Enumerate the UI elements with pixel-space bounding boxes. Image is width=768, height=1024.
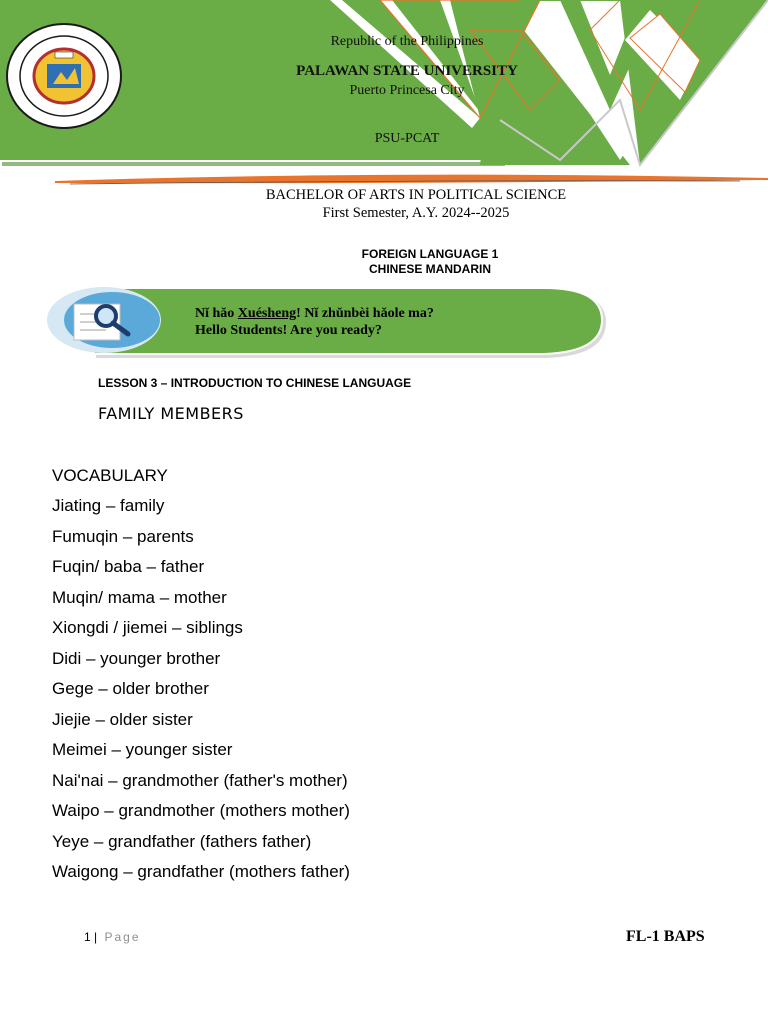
semester-text: First Semester, A.Y. 2024--2025: [322, 205, 510, 221]
degree-title: BACHELOR OF ARTS IN POLITICAL SCIENCE: [265, 187, 567, 203]
page-footer: [84, 930, 141, 944]
list-item: Yeye – grandfather (fathers father): [52, 831, 312, 851]
list-item: Meimei – younger sister: [52, 740, 233, 759]
city-text: Puerto Princesa City: [349, 83, 465, 98]
greeting-line-2: Hello Students! Are you ready?: [195, 323, 382, 338]
greeting-pre: Nǐ hǎo: [195, 306, 238, 321]
greeting-post: ! Nǐ zhǔnbèi hǎole ma?: [296, 306, 434, 321]
list-item: Gege – older brother: [52, 679, 209, 698]
course-code: FOREIGN LANGUAGE 1: [361, 247, 499, 261]
list-item: Xiongdi / jiemei – siblings: [52, 618, 243, 637]
list-item: Jiating – family: [52, 496, 165, 515]
list-item: Waigong – grandfather (mothers father): [52, 862, 350, 881]
course-name: CHINESE MANDARIN: [368, 262, 491, 276]
republic-text: Republic of the Philippines: [330, 34, 484, 49]
magnifier-document-icon: [74, 304, 128, 340]
greeting-text: [195, 305, 434, 339]
greeting-line-1: [195, 305, 434, 322]
lesson-title: LESSON 3 – INTRODUCTION TO CHINESE LANGUAGE: [98, 376, 412, 390]
vocabulary-heading: VOCABULARY: [52, 466, 168, 485]
list-item: Fumuqin – parents: [52, 526, 194, 546]
lesson-topic: FAMILY MEMBERS: [98, 404, 244, 423]
list-item: Muqin/ mama – mother: [52, 587, 227, 607]
list-item: Waipo – grandmother (mothers mother): [52, 801, 350, 820]
page-label: Page: [104, 930, 141, 944]
page-separator: |: [94, 930, 98, 944]
campus-text: PSU-PCAT: [374, 131, 440, 146]
vocabulary-list: [52, 496, 350, 893]
greeting-underlined: Xuésheng: [237, 306, 297, 321]
list-item: Nai'nai – grandmother (father's mother): [52, 770, 348, 790]
list-item: Jiejie – older sister: [52, 709, 193, 729]
page-number: 1: [84, 930, 91, 944]
university-seal-icon: [5, 22, 123, 130]
university-name: PALAWAN STATE UNIVERSITY: [296, 63, 518, 79]
list-item: Fuqin/ baba – father: [52, 557, 205, 576]
doc-code: FL-1 BAPS: [626, 928, 705, 945]
list-item: Didi – younger brother: [52, 648, 221, 668]
